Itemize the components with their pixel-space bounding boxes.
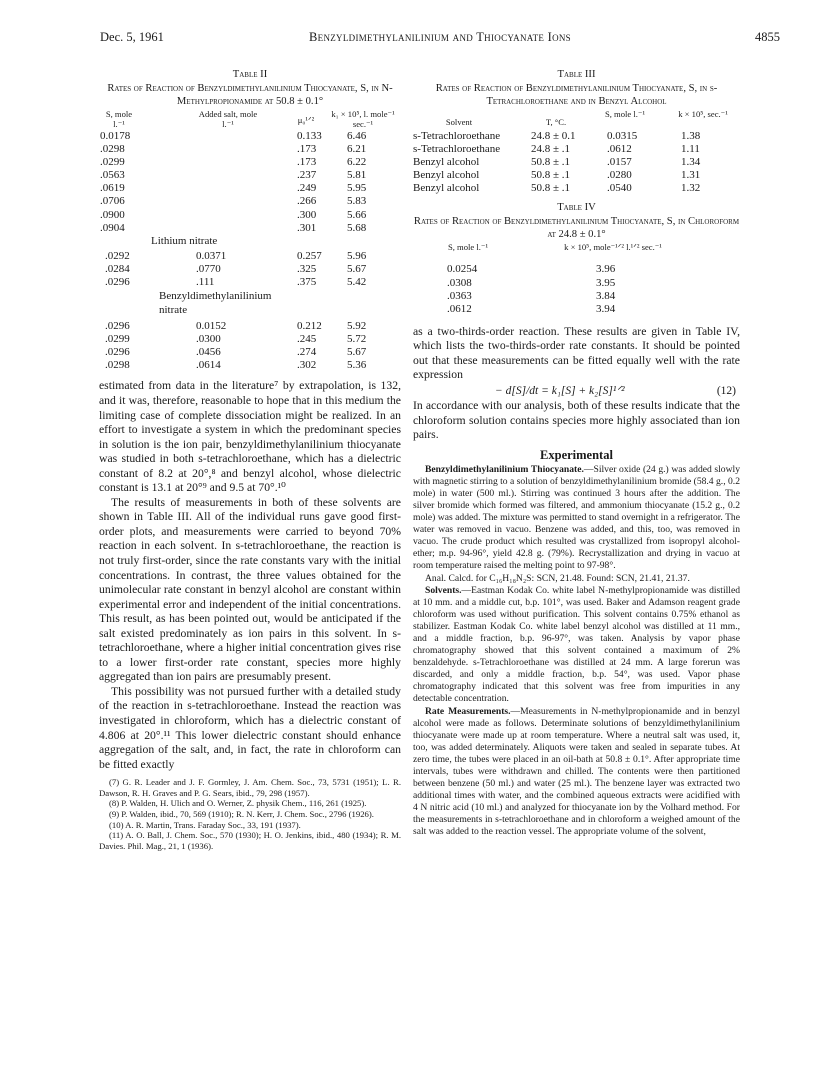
table-3-row [413,130,740,143]
table-2-cell: 0.0178 [100,130,131,142]
table-3-cell: s-Tetrachloroethane [413,130,501,142]
table-3-cell: .0540 [607,182,632,195]
table-3-caption: Rates of Reaction of Benzyldimethylanilinium Thiocyanate, S, in s-Tetrachloroethane and in Benzyl Alcohol [435,83,718,107]
table-4-row [413,303,740,316]
table-2-row [99,222,401,235]
table-2-col-s: S, mole l.⁻¹ [105,109,133,129]
left-paragraph-1: estimated from data in the literature⁷ by extrapolation, is 132, and it was, therefore, reasonable to hope that in this medium the limiting case of complete dissociation might be realized. In an effort to investigate a system in which the predominant species in solution is the ion pair, benzyldimethylanilinium thiocyanate was studied in both s-tetrachloroethane, which has a dielectric constant of 8.2 at 20°,⁸ and benzyl alcohol, whose dielectric constant is 13.1 at 20°⁹ and 9.5 at 70°.¹⁰ [99,379,401,495]
table-3-row [413,169,740,182]
table-2-cell: .0706 [100,195,125,208]
header-date: Dec. 5, 1961 [100,30,164,44]
table-2-row [99,169,401,182]
table-4-cell: 3.84 [596,289,616,302]
table-2-cell: .0296 [105,275,130,288]
table-2-cell: .266 [297,195,317,208]
table-2-cell: .0296 [105,320,130,333]
experimental-paragraph-1 [413,464,740,573]
table-2-body-lithium [99,250,401,289]
table-3-cell: .0280 [607,169,632,182]
table-3-cell: 24.8 ± .1 [531,143,571,156]
table-2-cell: .0456 [196,346,221,359]
table-4-cell: .0308 [447,276,472,289]
table-2-cell: 0.0152 [196,320,227,333]
table-2-cell: .0904 [100,221,125,234]
table-2-row [99,276,401,289]
table-2-cell: 6.22 [347,156,367,169]
table-2-cell: .302 [297,359,317,372]
footnote-9: (9) P. Walden, ibid., 70, 569 (1910); R. N. Kerr, J. Chem. Soc., 2796 (1926). [109,808,374,819]
table-2-row [99,143,401,156]
table-2 [99,68,401,372]
table-3-cell: 1.38 [681,130,701,142]
footnote-11: (11) A. O. Ball, J. Chem. Soc., 570 (1930); H. O. Jenkins, ibid., 480 (1934); R. M. Davies. Phil. Mag., 21, 1 (1936). [99,830,401,851]
table-4-cell: 3.96 [596,263,616,276]
table-2-cell: 5.67 [347,346,367,359]
table-2-cell: .274 [297,346,317,359]
table-2-cell: 6.46 [347,130,367,142]
table-2-group-bdma-nitrate [99,289,279,317]
table-2-row [99,156,401,169]
table-2-row [99,250,401,263]
table-2-cell: .325 [297,262,317,275]
table-2-body [99,130,401,235]
table-4-row [413,263,740,276]
table-4-header [413,243,740,263]
table-2-cell: .173 [297,143,317,156]
table-2-cell: 5.81 [347,169,367,182]
table-2-cell: 6.21 [347,143,367,156]
table-2-cell: 5.42 [347,275,367,288]
experimental-paragraph-1-heading: Benzyldimethylanilinium Thiocyanate. [425,463,584,475]
table-2-cell: 5.67 [347,262,367,275]
table-4-title: Table IV [557,202,596,214]
rate-equation [413,383,740,399]
table-2-row [99,209,401,222]
table-2-cell: .0284 [105,262,130,275]
table-3-header [413,110,740,130]
table-2-cell: .0563 [100,169,125,182]
table-3-cell: 0.0315 [607,130,638,142]
table-3-cell: 50.8 ± .1 [531,182,571,195]
analysis-line: Anal. Calcd. for C₁₆H₁₈N₂S: SCN, 21.48. Found: SCN, 21.41, 21.37. [425,572,690,584]
table-2-cell: 5.36 [347,359,367,372]
table-3-cell: s-Tetrachloroethane [413,143,501,156]
table-3-col-t: T, °C. [545,117,567,127]
table-2-row [99,130,401,143]
table-2-cell: 0.133 [297,130,322,142]
table-2-cell: 5.92 [347,320,367,333]
table-2-title: Table II [232,69,268,80]
header-title: Benzyldimethylanilinium and Thiocyanate Ions [309,30,571,44]
table-2-group-lithium-nitrate: Lithium nitrate [151,234,218,247]
table-3-row [413,143,740,156]
left-column [99,68,401,851]
rate-measurements-heading: Rate Measurements. [425,705,511,717]
table-4-cell: 0.0254 [447,263,478,276]
table-3-row [413,182,740,195]
table-2-row [99,346,401,359]
table-2-row [99,263,401,276]
table-3-cell: 50.8 ± .1 [531,169,571,182]
solvents-heading: Solvents. [425,584,462,596]
table-2-row [99,320,401,333]
section-heading-experimental: Experimental [540,447,613,462]
table-3-cell: 1.31 [681,169,701,182]
left-paragraph-3: This possibility was not pursued further with a detailed study of the reaction in s-tetrachloroethane. Instead the reaction was investigated in chloroform, which has a dielectric constant of 4.806 at 20°.¹¹ This lower dielectric constant should enhance aggregation of the salt, and, in fact, the rate in chloroform can be fitted exactly [99,684,401,771]
right-paragraph-2: In accordance with our analysis, both of these results indicate that the chloroform solution contains species more highly associated than ion pairs. [413,399,740,442]
table-2-cell: .245 [297,333,317,346]
table-2-cell: .300 [297,208,317,221]
table-3-cell: Benzyl alcohol [413,182,480,195]
table-2-cell: 5.95 [347,182,367,195]
table-2-cell: .249 [297,182,317,195]
footnote-8: (8) P. Walden, H. Ulich and O. Werner, Z. physik Chem., 116, 261 (1925). [109,798,367,809]
table-4-row [413,277,740,290]
right-column [413,68,740,839]
table-2-cell: 5.68 [347,221,367,234]
table-2-cell: .237 [297,169,317,182]
footnote-10: (10) A. R. Martin, Trans. Faraday Soc., 33, 191 (1937). [109,819,301,830]
table-2-row [99,359,401,372]
table-2-cell: .301 [297,221,317,234]
table-3-row [413,156,740,169]
footnotes [99,777,401,851]
table-4-cell: 3.95 [596,276,616,289]
table-3-cell: Benzyl alcohol [413,169,480,182]
table-2-cell: 5.72 [347,333,367,346]
table-3-cell: .0157 [607,156,632,169]
table-4-caption: Rates of Reaction of Benzyldimethylanilinium Thiocyanate, S, in Chloroform at 24.8 ± 0.1° [413,216,740,241]
table-2-cell: 5.96 [347,249,367,262]
table-3-cell: .0612 [607,143,632,156]
table-2-row [99,333,401,346]
table-2-cell: .0299 [105,333,130,346]
rate-equation-number: (12) [716,385,736,398]
table-4-body [413,263,740,315]
table-2-cell: .0298 [100,143,125,156]
right-paragraph-1: as a two-thirds-order reaction. These results are given in Table IV, which lists the two-thirds-order rate constants. It should be pointed out that these measurements can be fitted equally well with the rate expression [413,324,740,382]
table-2-cell: 0.0371 [196,249,227,262]
table-2-cell: 5.83 [347,195,367,208]
page-header [100,30,780,48]
table-4 [413,201,740,315]
table-2-cell: .0770 [196,262,221,275]
table-2-cell: .0900 [100,208,125,221]
table-2-group-bdma-label: Benzyldimethylanilinium nitrate [159,290,272,317]
table-2-cell: .0296 [105,346,130,359]
table-2-cell: .0614 [196,359,221,372]
rate-equation-expression: − d[S]/dt = k₁[S] + k₂[S]¹ᐟ² [495,385,625,398]
rate-measurements-text: —Measurements in N-methylpropionamide and in benzyl alcohol were made as follows. Determinate solutions of benzyldimethylanilinium thiocyanate were made up at room temperature. Where a neutral salt was used, it, too, was added determinately. Aliquots were taken and sealed in separate tubes. At zero time, the tubes were placed in an oil-bath at 50.8 ± 0.1°. After appropriate time intervals, tubes were withdrawn and chilled. The contents were then partitioned between benzene (50 ml.) and water (25 ml.). The benzene layer was extracted two additional times with water, and the combined aqueous extracts were acidified with 4 N nitric acid (10 ml.) and analyzed for thiocyanate ion by the Volhard method. For the measurements in s-tetrachloroethane and in chloroform a weighed amount of the salt was added to the reaction vessel. The appropriate volume of the solvent, [413,705,741,838]
header-page-number: 4855 [755,30,780,44]
table-4-cell: .0612 [447,302,472,315]
table-2-cell: .0298 [105,359,130,372]
table-3-cell: 24.8 ± 0.1 [531,130,576,142]
table-2-cell: .0292 [105,249,130,262]
experimental-paragraph-rates [413,706,740,839]
table-3-col-s: S, mole l.⁻¹ [604,109,646,119]
experimental-paragraph-solvents [413,585,740,706]
table-2-cell: .111 [196,275,215,288]
table-4-row [413,290,740,303]
table-4-col-s: S, mole l.⁻¹ [447,242,489,253]
table-2-row [99,182,401,195]
table-2-header [99,110,401,130]
table-2-cell: .0619 [100,182,125,195]
table-3-body [413,130,740,195]
table-2-row [99,195,401,208]
table-4-col-k: k × 10⁵, mole⁻¹ᐟ² l.¹ᐟ² sec.⁻¹ [564,242,662,253]
table-2-col-mu: μ₀¹ᐟ² [297,115,315,125]
table-3-cell: 1.11 [681,143,700,156]
table-3 [413,68,740,195]
table-4-cell: 3.94 [596,302,616,315]
table-3-cell: 1.34 [681,156,701,169]
table-3-cell: Benzyl alcohol [413,156,480,169]
table-3-col-solvent: Solvent [445,117,473,127]
table-4-cell: .0363 [447,289,472,302]
table-2-col-k1: k₁ × 10⁵, l. mole⁻¹ sec.⁻¹ [331,109,395,129]
table-2-cell: 0.257 [297,249,322,262]
left-paragraph-2: The results of measurements in both of these solvents are shown in Table III. All of the individual runs gave good first-order plots, and measurements were carried to beyond 70% reaction in each solvent. In s-tetrachloroethane, the reaction is not truly first-order, since the rate constants vary with the initial concentrations. In contrast, the three values obtained for the unimolecular rate constant in benzyl alcohol are constant within experimental error and independent of the initial concentrations. This result, as has been pointed out, would be anticipated if the salt existed predominately as ion pairs in this solvent. In s-tetrachloroethane, where a higher initial concentration gives rise to a lower first-order rate constant, species more highly aggregated than ion pairs are presumably present. [99,495,401,684]
table-2-cell: .0300 [196,333,221,346]
table-2-cell: .375 [297,275,317,288]
table-2-caption: Rates of Reaction of Benzyldimethylanilinium Thiocyanate, S, in N-Methylpropionamide at 50.8 ± 0.1° [107,83,393,107]
experimental-paragraph-1-text: —Silver oxide (24 g.) was added slowly with magnetic stirring to a solution of benzyldimethylanilinium bromide (58.4 g., 0.2 mole) in water (500 ml.). Stirring was continued 3 hours after the addition. The silver bromide which formed was filtered, and ammonium thiocyanate (15.2 g., 0.2 mole) was added. The mixture was permitted to stand overnight in a refrigerator. The water was removed in vacuo. Benzene was added, and this, too, was removed in vacuo. The crude product which resulted was crystallized from isopropyl alcohol-ether; m.p. 94-96°, yield 42.8 g. (79%). Recrystallization and drying in vacuo at room temperature raised the melting point to 97-98°. [413,463,740,572]
table-2-cell: 0.212 [297,320,322,333]
table-2-cell: 5.66 [347,208,367,221]
table-2-col-added-salt: Added salt, mole l.⁻¹ [198,109,258,129]
table-3-title: Table III [557,69,596,80]
table-3-cell: 1.32 [681,182,701,195]
footnote-7: (7) G. R. Leader and J. F. Gormley, J. Am. Chem. Soc., 73, 5731 (1951); L. R. Dawson, R. H. Graves and P. G. Sears, ibid., 79, 298 (1957). [99,777,401,798]
table-3-col-k: k × 10⁵, sec.⁻¹ [678,109,728,119]
table-2-body-bdma [99,320,401,372]
table-3-cell: 50.8 ± .1 [531,156,571,169]
table-2-cell: .173 [297,156,317,169]
table-2-cell: .0299 [100,156,125,169]
solvents-text: —Eastman Kodak Co. white label N-methylpropionamide was distilled at 10 mm. and a middle cut, b.p. 101°, was used. Baker and Adamson reagent grade chloroform was used without purification. This solvent contains 0.75% ethanol as stabilizer. Eastman Kodak Co. white label benzyl alcohol was distilled at 11 mm., and a middle fraction, b.p. 96-97°, was taken. Analysis by vapor phase chromatography showed that this solvent contained a maximum of 2% benzaldehyde. s-Tetrachloroethane was distilled at 24 mm. A large forerun was discarded, and only a middle fraction, b.p. 54°, was used. Vapor phase chromatography indicated that this solvent was free from impurities in any detectable concentration. [413,584,740,705]
